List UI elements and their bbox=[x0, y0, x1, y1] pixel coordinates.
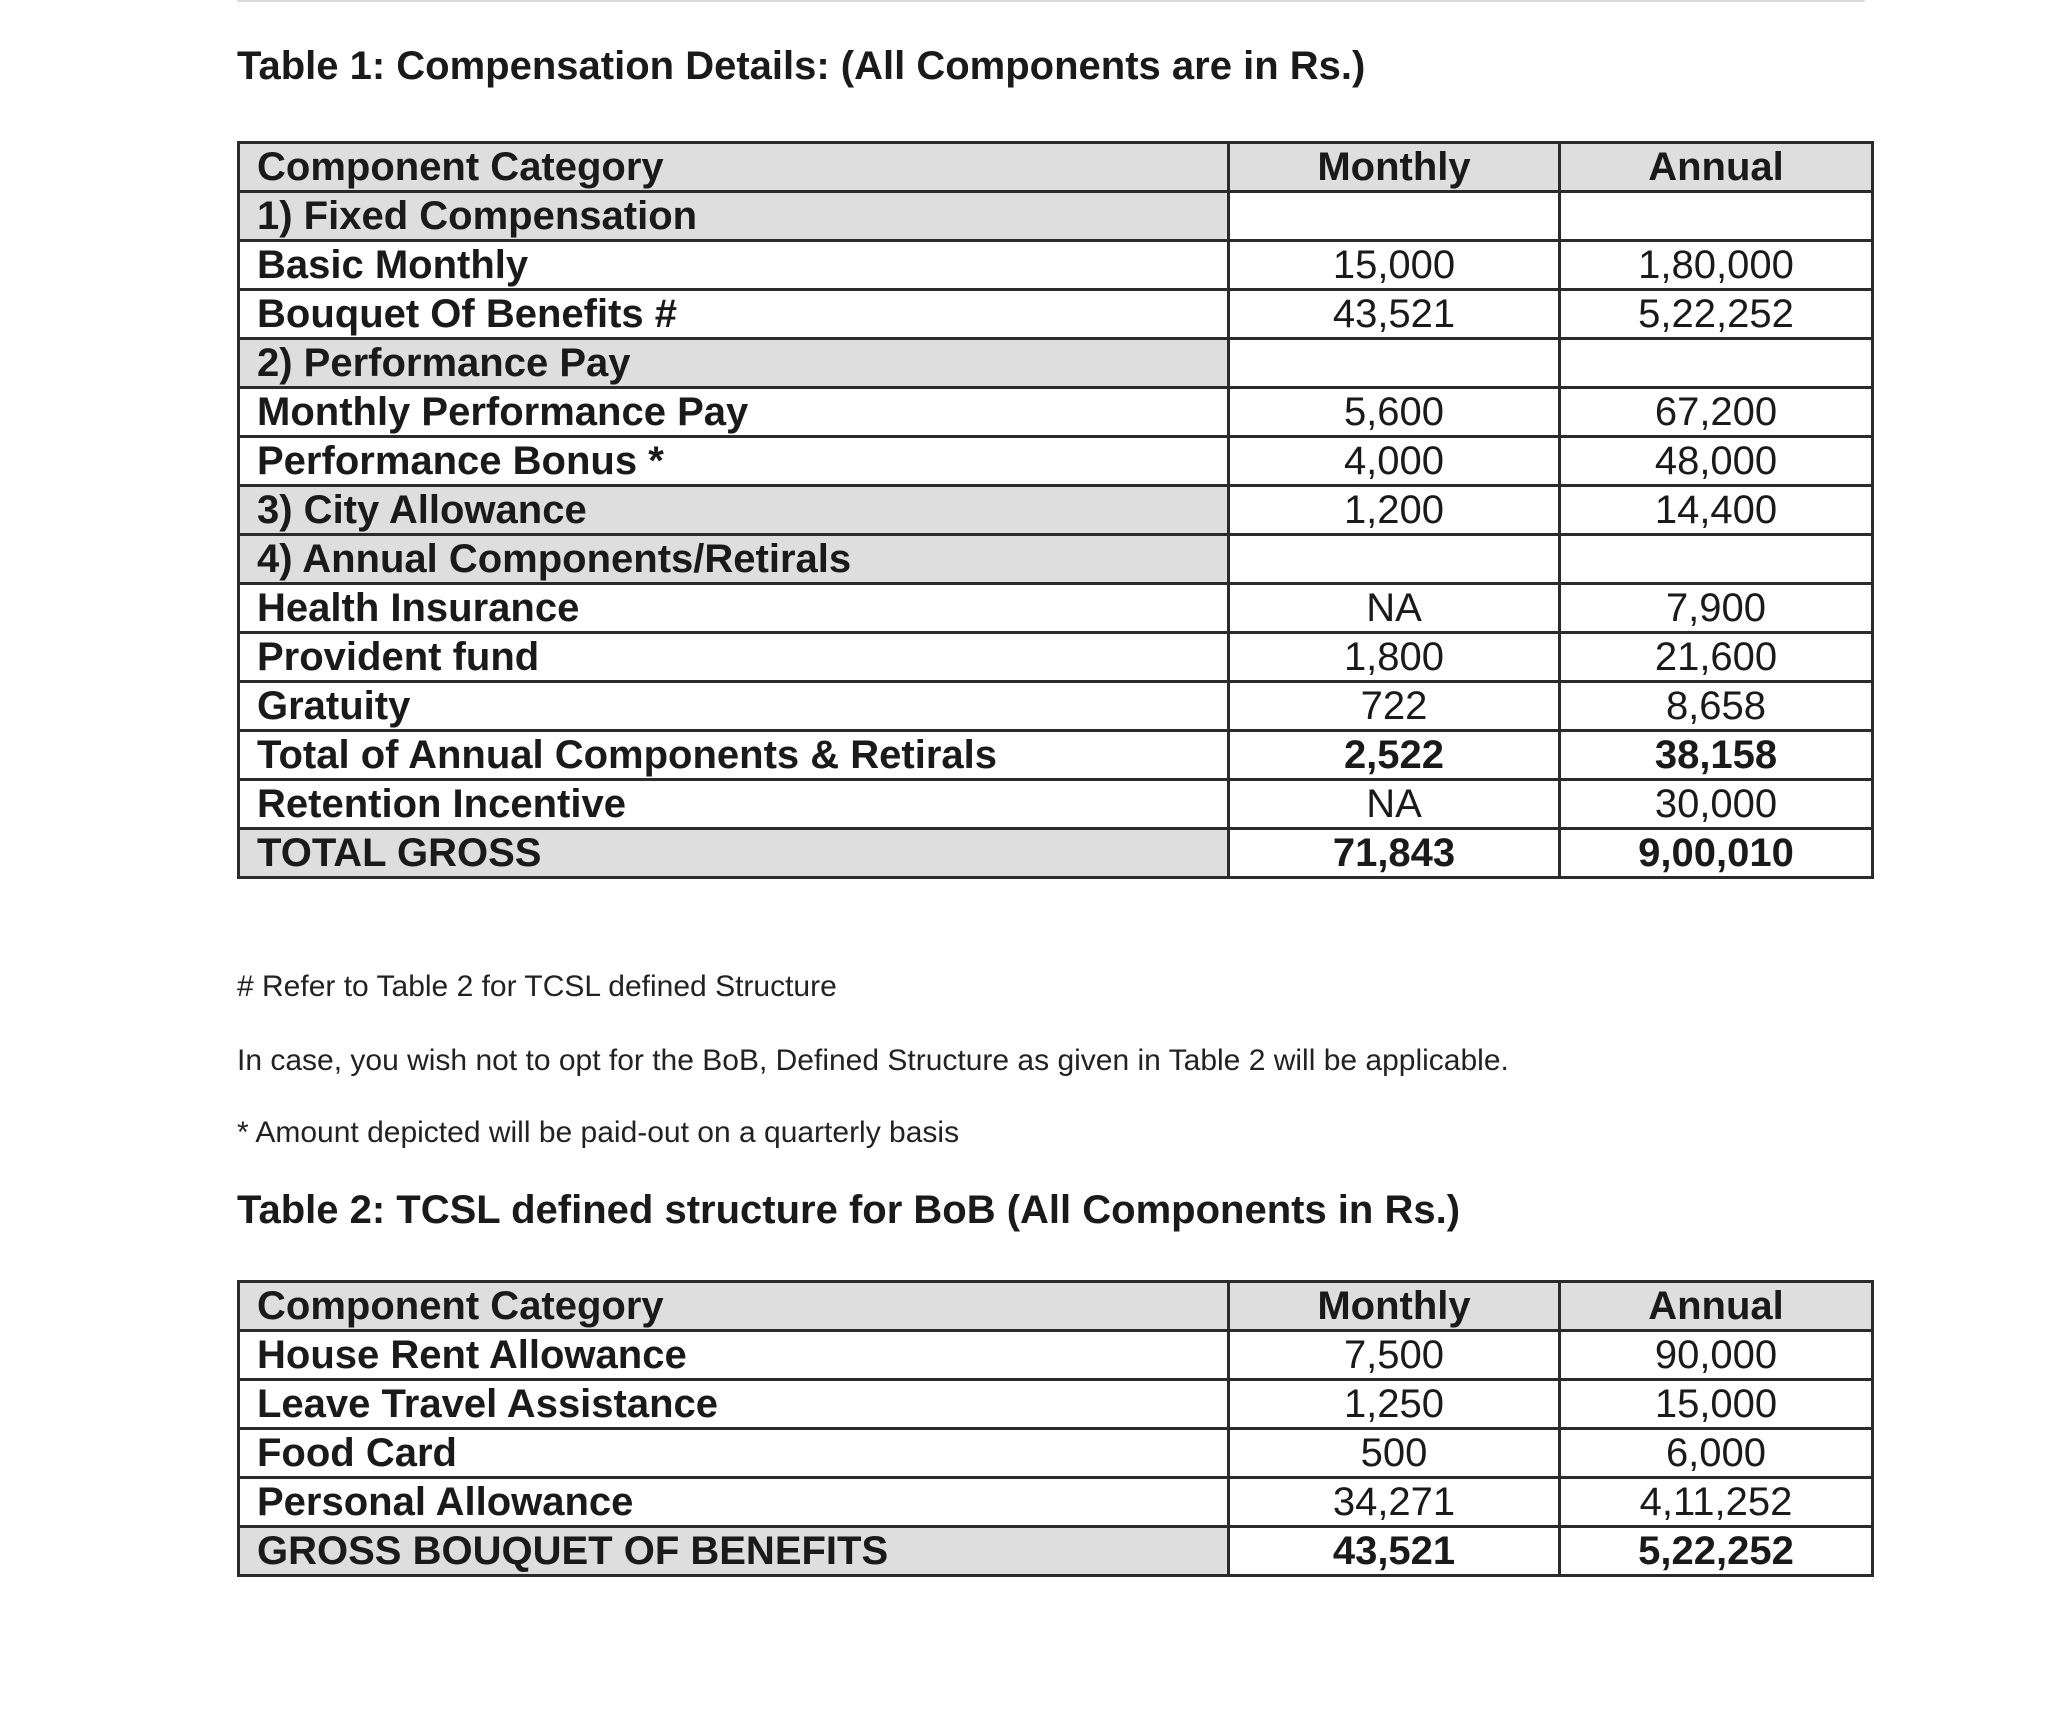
header-annual: Annual bbox=[1560, 1282, 1873, 1331]
table1-title: Table 1: Compensation Details: (All Components are in Rs.) bbox=[237, 44, 1366, 88]
row-annual: 6,000 bbox=[1560, 1429, 1873, 1478]
row-monthly: 1,250 bbox=[1229, 1380, 1560, 1429]
row-monthly: 7,500 bbox=[1229, 1331, 1560, 1380]
table2-title: Table 2: TCSL defined structure for BoB (All Components in Rs.) bbox=[237, 1188, 1461, 1232]
row-annual: 30,000 bbox=[1560, 780, 1873, 829]
header-monthly: Monthly bbox=[1229, 1282, 1560, 1331]
table-row bbox=[239, 633, 1873, 682]
header-category: Component Category bbox=[239, 143, 1229, 192]
row-annual: 21,600 bbox=[1560, 633, 1873, 682]
row-category: 2) Performance Pay bbox=[239, 339, 1229, 388]
row-annual bbox=[1560, 339, 1873, 388]
row-category: GROSS BOUQUET OF BENEFITS bbox=[239, 1527, 1229, 1576]
row-category: 3) City Allowance bbox=[239, 486, 1229, 535]
header-category: Component Category bbox=[239, 1282, 1229, 1331]
row-category: Leave Travel Assistance bbox=[239, 1380, 1229, 1429]
row-annual: 1,80,000 bbox=[1560, 241, 1873, 290]
table-row bbox=[239, 241, 1873, 290]
row-monthly: 34,271 bbox=[1229, 1478, 1560, 1527]
table-row bbox=[239, 780, 1873, 829]
row-monthly: 71,843 bbox=[1229, 829, 1560, 878]
row-annual: 5,22,252 bbox=[1560, 290, 1873, 339]
row-category: Total of Annual Components & Retirals bbox=[239, 731, 1229, 780]
compensation-details-table bbox=[237, 141, 1874, 879]
bob-structure-table bbox=[237, 1280, 1874, 1577]
table-row bbox=[239, 829, 1873, 878]
row-monthly: 5,600 bbox=[1229, 388, 1560, 437]
table-row bbox=[239, 192, 1873, 241]
table-row bbox=[239, 535, 1873, 584]
row-monthly: 2,522 bbox=[1229, 731, 1560, 780]
row-category: Performance Bonus * bbox=[239, 437, 1229, 486]
row-annual: 8,658 bbox=[1560, 682, 1873, 731]
table-header-row bbox=[239, 1282, 1873, 1331]
row-annual: 9,00,010 bbox=[1560, 829, 1873, 878]
table-row bbox=[239, 388, 1873, 437]
row-annual: 15,000 bbox=[1560, 1380, 1873, 1429]
row-category: TOTAL GROSS bbox=[239, 829, 1229, 878]
row-annual: 67,200 bbox=[1560, 388, 1873, 437]
header-monthly: Monthly bbox=[1229, 143, 1560, 192]
table-row bbox=[239, 731, 1873, 780]
row-category: 4) Annual Components/Retirals bbox=[239, 535, 1229, 584]
row-monthly: 1,800 bbox=[1229, 633, 1560, 682]
row-annual: 7,900 bbox=[1560, 584, 1873, 633]
row-monthly: 722 bbox=[1229, 682, 1560, 731]
row-category: Retention Incentive bbox=[239, 780, 1229, 829]
table-row bbox=[239, 339, 1873, 388]
table-row bbox=[239, 437, 1873, 486]
table-row bbox=[239, 1478, 1873, 1527]
table-row bbox=[239, 682, 1873, 731]
row-monthly: 43,521 bbox=[1229, 290, 1560, 339]
row-annual bbox=[1560, 535, 1873, 584]
table-row bbox=[239, 1331, 1873, 1380]
table-header-row bbox=[239, 143, 1873, 192]
row-category: Monthly Performance Pay bbox=[239, 388, 1229, 437]
row-category: Bouquet Of Benefits # bbox=[239, 290, 1229, 339]
row-monthly: 43,521 bbox=[1229, 1527, 1560, 1576]
table-row bbox=[239, 1429, 1873, 1478]
table-row bbox=[239, 1527, 1873, 1576]
row-category: Food Card bbox=[239, 1429, 1229, 1478]
row-monthly bbox=[1229, 535, 1560, 584]
row-monthly: 4,000 bbox=[1229, 437, 1560, 486]
row-category: Provident fund bbox=[239, 633, 1229, 682]
row-annual: 90,000 bbox=[1560, 1331, 1873, 1380]
row-monthly: NA bbox=[1229, 780, 1560, 829]
row-monthly bbox=[1229, 192, 1560, 241]
top-divider bbox=[237, 0, 1865, 2]
row-category: Personal Allowance bbox=[239, 1478, 1229, 1527]
row-category: Health Insurance bbox=[239, 584, 1229, 633]
row-monthly bbox=[1229, 339, 1560, 388]
row-annual: 5,22,252 bbox=[1560, 1527, 1873, 1576]
table-row bbox=[239, 584, 1873, 633]
table-row bbox=[239, 486, 1873, 535]
row-annual: 4,11,252 bbox=[1560, 1478, 1873, 1527]
row-annual: 48,000 bbox=[1560, 437, 1873, 486]
header-annual: Annual bbox=[1560, 143, 1873, 192]
row-category: 1) Fixed Compensation bbox=[239, 192, 1229, 241]
table-row bbox=[239, 290, 1873, 339]
row-monthly: 15,000 bbox=[1229, 241, 1560, 290]
row-monthly: 1,200 bbox=[1229, 486, 1560, 535]
table-row bbox=[239, 1380, 1873, 1429]
row-annual: 14,400 bbox=[1560, 486, 1873, 535]
row-monthly: NA bbox=[1229, 584, 1560, 633]
row-category: Basic Monthly bbox=[239, 241, 1229, 290]
row-annual bbox=[1560, 192, 1873, 241]
note-opt-out: In case, you wish not to opt for the BoB, Defined Structure as given in Table 2 will be applicable. bbox=[237, 1044, 1509, 1077]
note-bob-reference: # Refer to Table 2 for TCSL defined Structure bbox=[237, 970, 837, 1003]
row-monthly: 500 bbox=[1229, 1429, 1560, 1478]
note-quarterly: * Amount depicted will be paid-out on a quarterly basis bbox=[237, 1116, 960, 1149]
row-annual: 38,158 bbox=[1560, 731, 1873, 780]
row-category: Gratuity bbox=[239, 682, 1229, 731]
row-category: House Rent Allowance bbox=[239, 1331, 1229, 1380]
